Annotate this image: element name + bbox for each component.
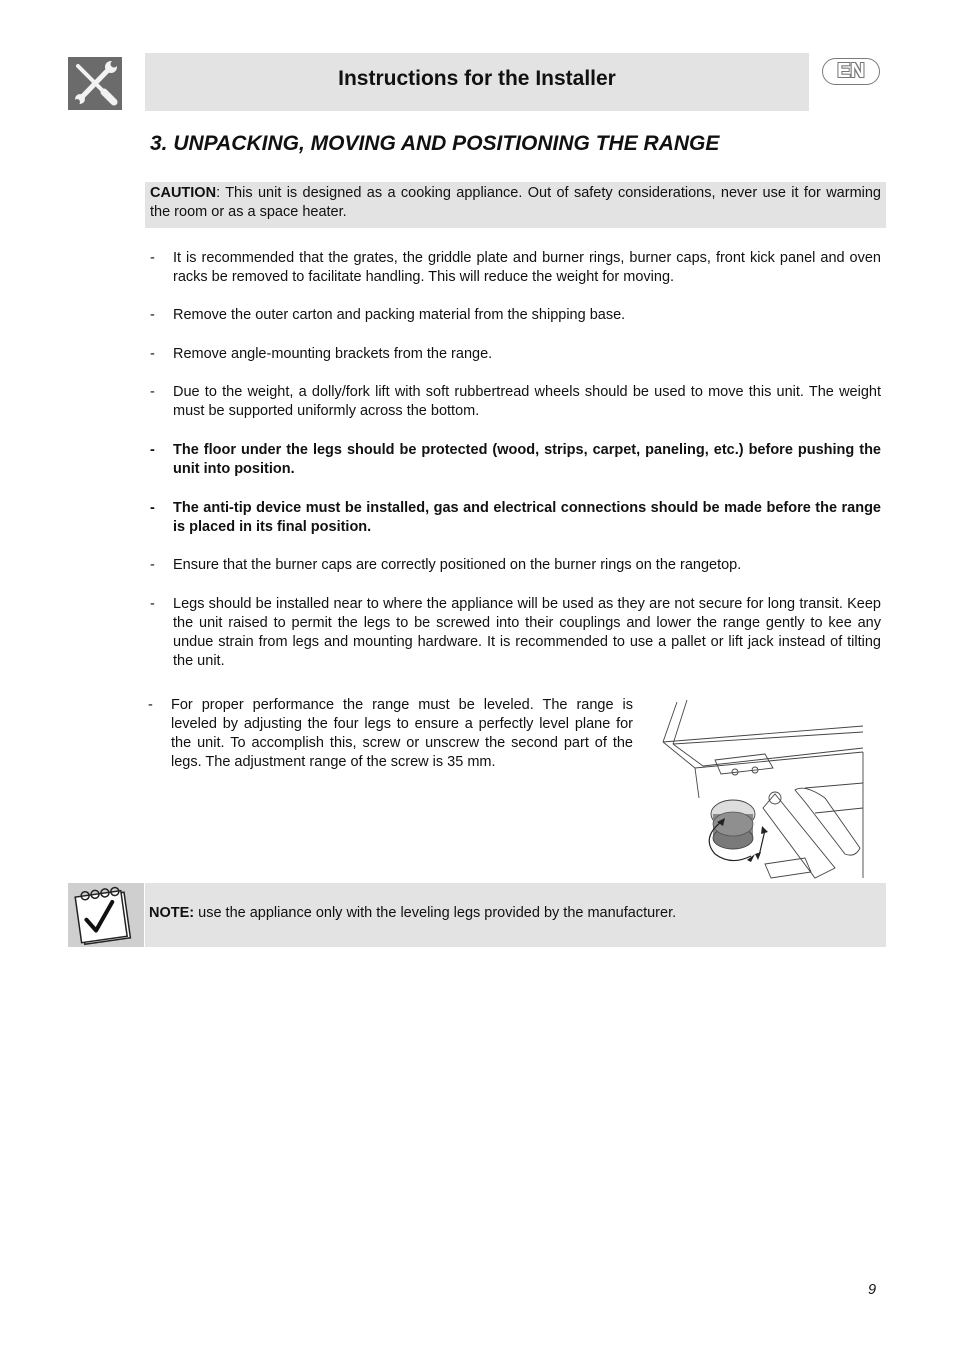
list-dash: -: [150, 596, 155, 612]
list-item: [150, 595, 881, 671]
list-item-warning: [150, 499, 881, 537]
list-item-text: The floor under the legs should be protected (wood, strips, carpet, paneling, etc.) before pushing the unit into position.: [173, 442, 881, 477]
list-dash: -: [150, 442, 155, 458]
notepad-check-icon: [68, 883, 144, 947]
list-dash: -: [150, 346, 155, 362]
list-item-warning: [150, 441, 881, 479]
list-dash: -: [150, 384, 155, 400]
page-number: 9: [868, 1282, 877, 1298]
caution-label: CAUTION: [150, 185, 217, 201]
list-item: [150, 345, 881, 364]
list-item-text: Ensure that the burner caps are correctly positioned on the burner rings on the rangetop.: [173, 557, 742, 573]
leveling-text: For proper performance the range must be leveled. The range is leveled by adjusting the four legs to ensure a perfectly level plane for the unit. To accomplish this, screw or unscrew the second part of the legs. The adjustment range of the screw is 35 mm.: [171, 697, 633, 770]
list-dash: -: [150, 307, 155, 323]
list-item: [150, 306, 881, 325]
list-item-text: The anti-tip device must be installed, gas and electrical connections should be made before the range is placed in its final position.: [173, 500, 881, 535]
note-label: NOTE:: [149, 905, 195, 921]
note-text: use the appliance only with the leveling legs provided by the manufacturer.: [194, 905, 677, 921]
list-dash: -: [150, 250, 155, 266]
list-item: [150, 249, 881, 287]
note-box: [145, 883, 886, 947]
list-item: [150, 383, 881, 421]
list-dash: -: [150, 557, 155, 573]
header-bar: [145, 53, 809, 111]
list-dash: -: [148, 697, 153, 713]
leveling-leg-illustration: [655, 698, 865, 882]
list-item-text: Remove angle-mounting brackets from the range.: [173, 346, 493, 362]
section-title: 3. UNPACKING, MOVING AND POSITIONING THE RANGE: [150, 132, 720, 155]
caution-text: : This unit is designed as a cooking appliance. Out of safety considerations, never use it for warming the room or as a space heater.: [150, 185, 881, 220]
leveling-item: [148, 696, 633, 772]
list-item-text: Due to the weight, a dolly/fork lift with soft rubbertread wheels should be used to move this unit. The weight must be supported uniformly across the bottom.: [173, 384, 881, 419]
caution-box: [145, 182, 886, 228]
language-badge: EN: [822, 58, 880, 85]
list-item: [150, 556, 881, 575]
header-title: Instructions for the Installer: [338, 67, 616, 90]
tools-icon: [68, 57, 122, 110]
list-item-text: It is recommended that the grates, the griddle plate and burner rings, burner caps, front kick panel and oven racks be removed to facilitate handling. This will reduce the weight for moving.: [173, 250, 881, 285]
list-dash: -: [150, 500, 155, 516]
list-item-text: Remove the outer carton and packing material from the shipping base.: [173, 307, 626, 323]
list-item-text: Legs should be installed near to where the appliance will be used as they are not secure for long transit. Keep the unit raised to permit the legs to be screwed into their couplings and lower the range gently to kee any undue strain from legs and mounting hardware. It is recommended to use a pallet or lift jack instead of tilting the unit.: [173, 596, 881, 669]
